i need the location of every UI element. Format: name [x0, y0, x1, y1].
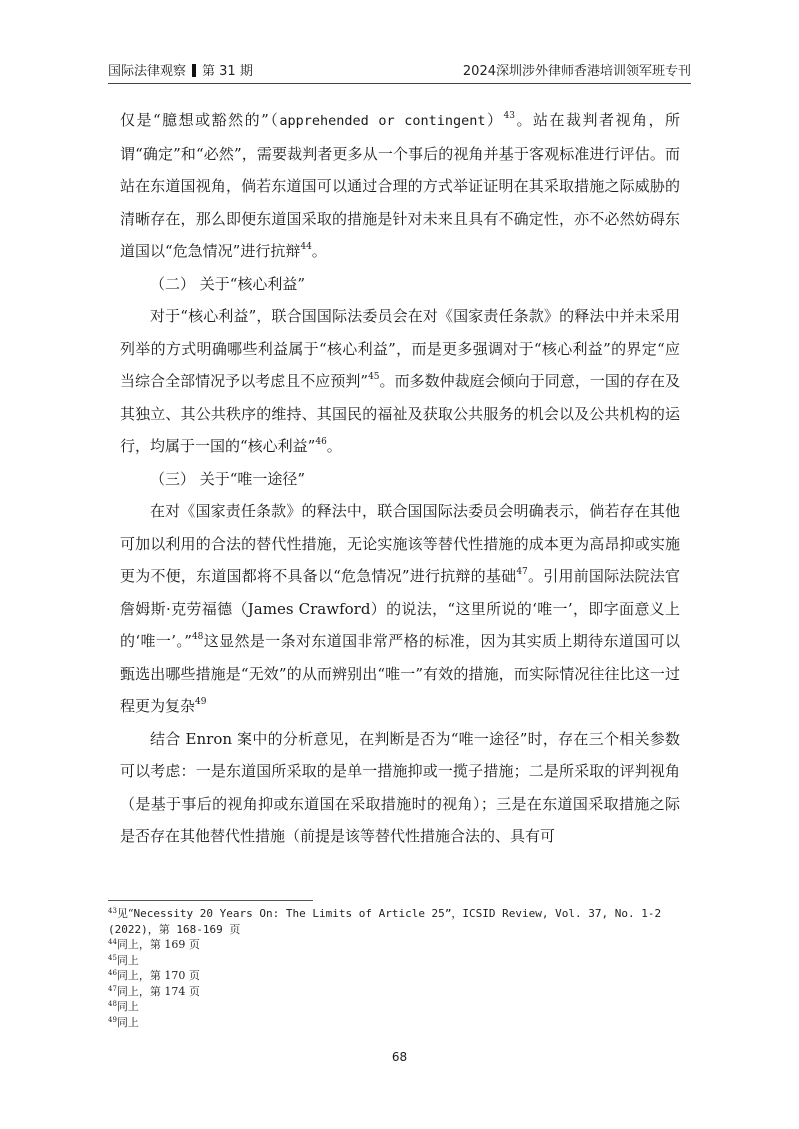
text-run: 这显然是一条对东道国非常严格的标准，因为其实质上期待东道国可以甄选出哪些措施是“无效”的从而辨别出“唯一”有效的措施，而实际情况往往比这一过程更为复杂 [120, 632, 680, 715]
footnote-number: 49 [108, 1015, 117, 1024]
footnote-ref[interactable]: 43 [503, 111, 515, 121]
issue-number: 第 31 期 [202, 64, 253, 79]
journal-name: 国际法律观察 [108, 64, 187, 79]
page-number: 68 [391, 1050, 408, 1064]
paragraph-3 [120, 495, 680, 723]
footnote-item [108, 999, 688, 1015]
header-rule [108, 83, 691, 84]
footnote-ref[interactable]: 44 [300, 242, 312, 252]
paragraph-1 [120, 104, 680, 268]
text-run: 。而多数仲裁庭会倾向于同意，一国的存在及其独立、其公共秩序的维持、其国民的福祉及获取公共服务的机会以及公共机构的运行，均属于一国的“核心利益” [120, 372, 680, 455]
footnote-text: ”，ICSID Review, Vol. 37, No. 1-2 (2022)，第 168-169 页 [108, 907, 662, 936]
text-run: 。引用前国际法院法官詹姆斯·克劳福德（James Crawford）的说法，“这里所说的‘唯一’，即字面意义上的‘唯一’。” [120, 567, 680, 650]
header-separator-bar [192, 64, 196, 77]
footnote-text: 同上，第 169 页 [116, 938, 200, 951]
footnote-text: 同上 [116, 1015, 139, 1029]
footnote-item [108, 953, 688, 969]
english-term: apprehended or contingent [279, 113, 486, 129]
footnote-text: 同上 [116, 1000, 139, 1013]
text-run: 在对《国家责任条款》的释法中，联合国国际法委员会明确表示，倘若存在其他可加以利用的合法的替代性措施，无论实施该等替代性措施的成本更为高昂抑或实施更为不便，东道国都将不具备以“危急情况”进行抗辩的基础 [120, 502, 680, 585]
paragraph-4: 结合 Enron 案中的分析意见，在判断是否为“唯一途径”时，存在三个相关参数可以考虑：一是东道国所采取的是单一措施抑或一揽子措施；二是所采取的评判视角（是基于事后的视角抑或东道国在采取措施时的视角）；三是在东道国采取措施之际是否存在其他替代性措施（前提是该等替代性措施合法的、具有可 [120, 729, 680, 845]
footnote-rule [108, 900, 313, 901]
footnote-item [108, 906, 688, 937]
text-run: 仅是“臆想或豁然的”（ [120, 111, 280, 129]
footnote-text: 同上 [116, 953, 139, 967]
footnote-number: 44 [108, 938, 117, 946]
text-run: 。 [311, 242, 327, 260]
text-run: ） [485, 111, 504, 129]
footnote-text: 同上，第 174 页 [116, 984, 200, 998]
text-run: 。站在裁判者视角，所谓“确定”和“必然”，需要裁判者更多从一个事后的视角并基于客观标准进行评估。而站在东道国视角，倘若东道国可以通过合理的方式举证证明在其采取措施之际威胁的清晰存在，那么即便东道国采取的措施是针对未来且具有不确定性，亦不必然妨碍东道国以“危急情况”进行抗辩 [120, 111, 680, 260]
footnote-ref[interactable]: 48 [191, 632, 204, 642]
footnote-number: 45 [108, 953, 117, 962]
paragraph-2 [120, 300, 680, 463]
footnote-item [108, 984, 688, 1000]
footnote-number: 48 [108, 1000, 117, 1008]
main-body [120, 104, 680, 853]
text-run: 。 [326, 437, 342, 455]
running-header [108, 54, 691, 82]
footnote-ref[interactable]: 45 [368, 372, 380, 382]
header-left [108, 60, 253, 79]
footnote-ref[interactable]: 49 [195, 697, 207, 707]
footnote-ref[interactable]: 47 [516, 567, 528, 577]
footnote-number: 46 [108, 969, 117, 977]
footnote-text: 同上，第 170 页 [116, 969, 200, 982]
section-heading-3: （三） 关于“唯一途径” [150, 469, 306, 488]
header-right: 2024深圳涉外律师香港培训领军班专刊 [462, 64, 691, 79]
footnote-item [108, 1015, 688, 1031]
footnote-title: Necessity 20 Years On: The Limits of Article 25 [133, 907, 445, 920]
section-heading-2: （二） 关于“核心利益” [150, 274, 306, 293]
footnote-number: 43 [108, 907, 117, 915]
footnote-item [108, 937, 688, 953]
footnote-text: 见“ [116, 907, 134, 920]
footnote-ref[interactable]: 46 [315, 437, 327, 447]
text-run: 对于“核心利益”，联合国国际法委员会在对《国家责任条款》的释法中并未采用列举的方式明确哪些利益属于“核心利益”，而是更多强调对于“核心利益”的界定“应当综合全部情况予以考虑且不应预判” [120, 307, 680, 390]
footnote-number: 47 [108, 984, 117, 993]
footnote-item [108, 968, 688, 984]
footnotes [108, 906, 688, 1030]
